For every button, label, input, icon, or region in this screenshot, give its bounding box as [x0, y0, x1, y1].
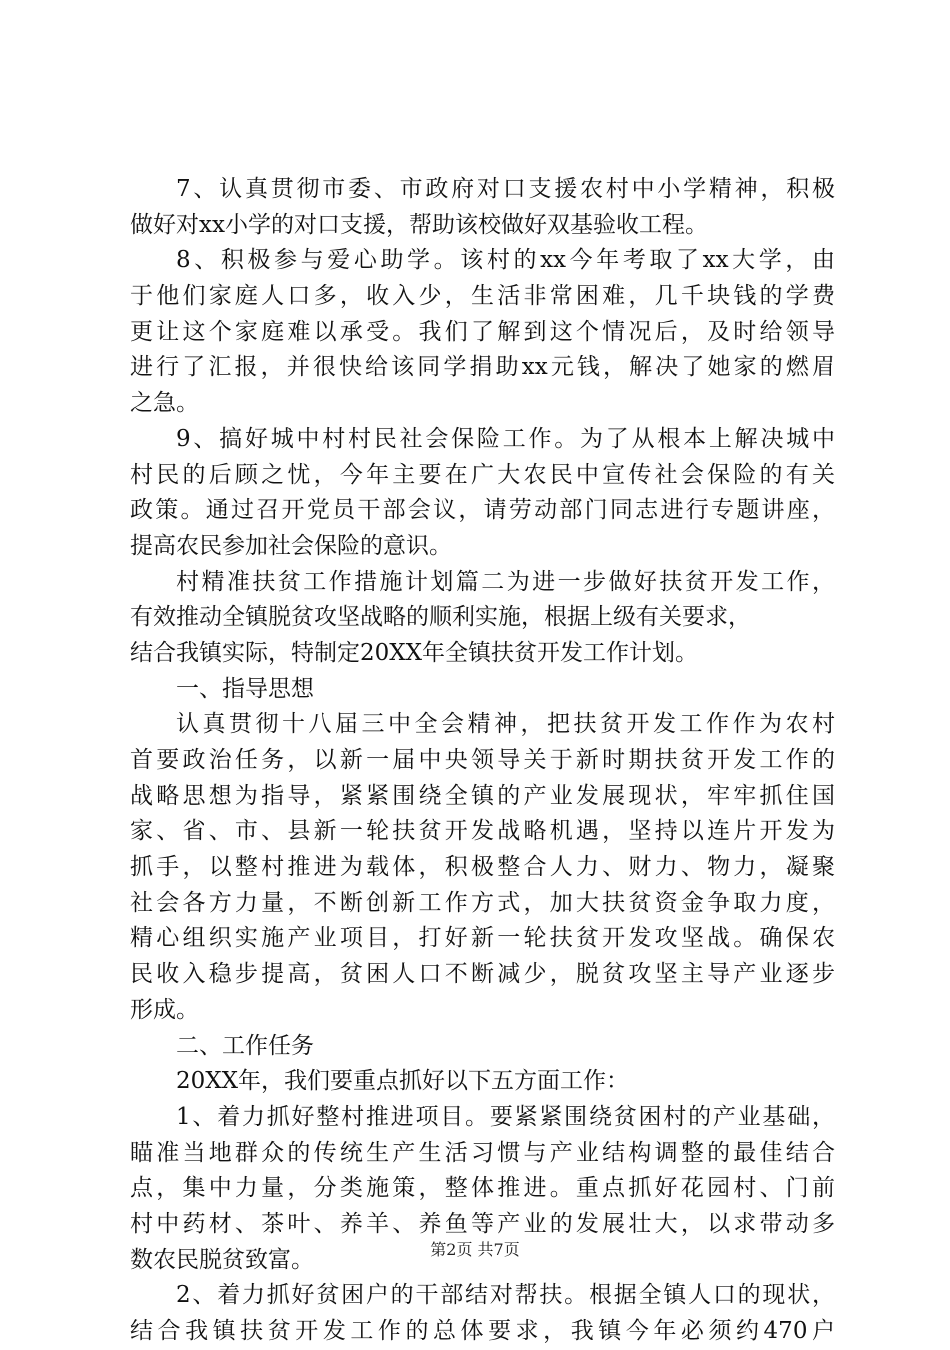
page-footer: 第2页 共7页 [430, 1240, 520, 1259]
text-line: 首要政治任务，以新一届中央领导关于新时期扶贫开发工作的 [130, 747, 835, 773]
text-line: 20XX年，我们要重点抓好以下五方面工作： [176, 1068, 630, 1095]
document-body [130, 172, 835, 1350]
text-line: 家、省、市、县新一轮扶贫开发战略机遇，坚持以连片开发为 [130, 818, 835, 845]
text-line: 一、指导思想 [176, 675, 314, 702]
text-line: 社会各方力量，不断创新工作方式，加大扶贫资金争取力度， [130, 889, 835, 916]
text-line: 于他们家庭人口多，收入少，生活非常困难，几千块钱的学费 [130, 283, 835, 310]
text-line: 二、工作任务 [176, 1032, 314, 1059]
text-line: 村中药材、茶叶、养羊、养鱼等产业的发展壮大，以求带动多 [130, 1210, 835, 1237]
text-line: 提高农民参加社会保险的意识。 [130, 532, 452, 559]
text-line: 形成。 [130, 996, 199, 1023]
text-line: 抓手，以整村推进为载体，积极整合人力、财力、物力，凝聚 [130, 854, 835, 881]
text-line: 有效推动全镇脱贫攻坚战略的顺利实施，根据上级有关要求， [130, 604, 751, 631]
text-line: 结合我镇实际，特制定20XX年全镇扶贫开发工作计划。 [130, 639, 699, 666]
text-line: 做好对xx小学的对口支援，帮助该校做好双基验收工程。 [130, 211, 708, 238]
text-line: 之急。 [130, 390, 199, 417]
text-line: 进行了汇报，并很快给该同学捐助xx元钱，解决了她家的燃眉 [130, 354, 835, 381]
text-line: 数农民脱贫致富。 [130, 1246, 314, 1273]
text-line: 8、积极参与爱心助学。该村的xx今年考取了xx大学，由 [176, 247, 835, 274]
text-line: 民收入稳步提高，贫困人口不断减少，脱贫攻坚主导产业逐步 [130, 961, 835, 988]
text-line: 瞄准当地群众的传统生产生活习惯与产业结构调整的最佳结合 [130, 1139, 835, 1166]
text-line: 认真贯彻十八届三中全会精神，把扶贫开发工作作为农村 [176, 711, 835, 738]
text-line: 更让这个家庭难以承受。我们了解到这个情况后，及时给领导 [130, 318, 835, 345]
text-line: 9、搞好城中村村民社会保险工作。为了从根本上解决城中 [176, 425, 835, 452]
text-line: 结合我镇扶贫开发工作的总体要求，我镇今年必须约470户 [130, 1318, 835, 1344]
text-line: 1、着力抓好整村推进项目。要紧紧围绕贫困村的产业基础， [176, 1103, 835, 1130]
text-line: 村民的后顾之忧，今年主要在广大农民中宣传社会保险的有关 [130, 461, 835, 488]
text-line: 精心组织实施产业项目，打好新一轮扶贫开发攻坚战。确保农 [130, 925, 835, 952]
text-line: 2、着力抓好贫困户的干部结对帮扶。根据全镇人口的现状， [176, 1282, 835, 1309]
text-line: 政策。通过召开党员干部会议，请劳动部门同志进行专题讲座， [130, 497, 835, 524]
text-line: 7、认真贯彻市委、市政府对口支援农村中小学精神，积极 [176, 176, 835, 202]
text-line: 战略思想为指导，紧紧围绕全镇的产业发展现状，牢牢抓住国 [130, 782, 835, 809]
text-line: 村精准扶贫工作措施计划篇二为进一步做好扶贫开发工作， [176, 568, 835, 595]
text-line: 点，集中力量，分类施策，整体推进。重点抓好花园村、门前 [130, 1175, 835, 1202]
